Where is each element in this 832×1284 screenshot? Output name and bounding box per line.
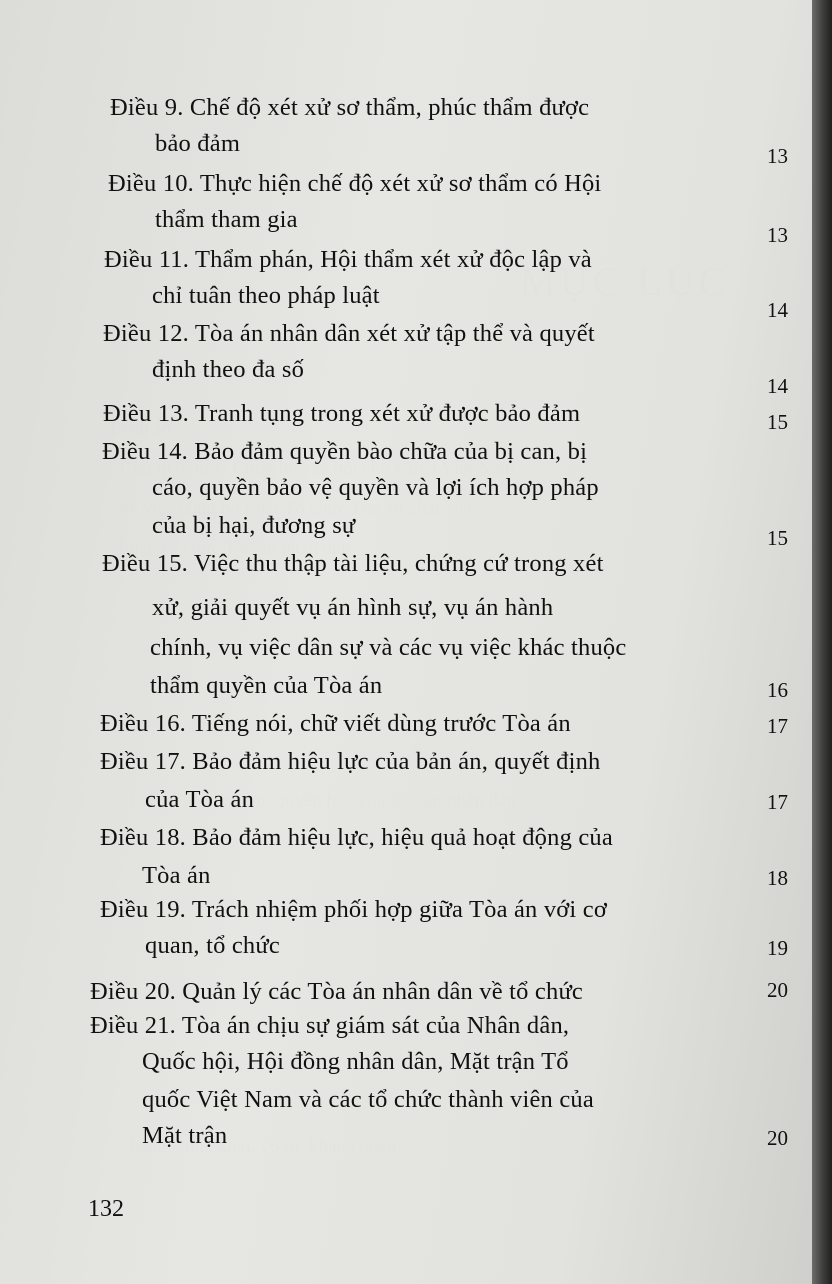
- toc-entry-text: thẩm quyền của Tòa án: [150, 672, 383, 699]
- toc-page-ref: 18: [767, 866, 788, 890]
- toc-page-ref: 17: [767, 714, 788, 738]
- toc-entry-text: Điều 14. Bảo đảm quyền bào chữa của bị can, bị: [102, 438, 588, 465]
- toc-page-ref: 15: [767, 526, 788, 550]
- toc-entry-text: Tòa án: [142, 862, 211, 889]
- toc-entry-text: cáo, quyền bảo vệ quyền và lợi ích hợp pháp: [152, 474, 599, 501]
- toc-entry-text: chính, vụ việc dân sự và các vụ việc khác thuộc: [150, 634, 627, 661]
- toc-entry-text: Điều 18. Bảo đảm hiệu lực, hiệu quả hoạt động của: [100, 824, 613, 851]
- toc-page-ref: 17: [767, 790, 788, 814]
- toc-entry-text: của Tòa án: [145, 786, 255, 813]
- toc-page-ref: 14: [767, 374, 788, 398]
- toc-entry-text: Điều 11. Thẩm phán, Hội thẩm xét xử độc lập và: [104, 246, 592, 273]
- toc-entry-text: Điều 12. Tòa án nhân dân xét xử tập thể và quyết: [103, 320, 595, 347]
- toc-page-ref: 20: [767, 978, 788, 1002]
- toc-entry-text: định theo đa số: [152, 356, 305, 383]
- toc-entry-text: của bị hại, đương sự: [152, 512, 356, 539]
- toc-page-ref: 13: [767, 223, 788, 247]
- toc-entry-text: Điều 19. Trách nhiệm phối hợp giữa Tòa án với cơ: [100, 896, 607, 923]
- toc-entry-text: chỉ tuân theo pháp luật: [152, 282, 380, 309]
- toc-entry-text: Điều 17. Bảo đảm hiệu lực của bản án, quyết định: [100, 748, 601, 775]
- toc-entry-text: xử, giải quyết vụ án hình sự, vụ án hành: [152, 594, 554, 621]
- toc-entry-text: Điều 20. Quản lý các Tòa án nhân dân về tổ chức: [90, 978, 583, 1005]
- toc-entry-text: quan, tổ chức: [145, 932, 280, 959]
- toc-entry-text: Điều 16. Tiếng nói, chữ viết dùng trước Tòa án: [100, 710, 571, 737]
- toc-page-ref: 14: [767, 298, 788, 322]
- toc-page-ref: 19: [767, 936, 788, 960]
- toc-entry-text: bảo đảm: [155, 130, 241, 157]
- toc-page-ref: 20: [767, 1126, 788, 1150]
- toc-page-ref: 13: [767, 144, 788, 168]
- toc-entry-text: Điều 9. Chế độ xét xử sơ thẩm, phúc thẩm được: [110, 94, 590, 121]
- toc-entry-text: Điều 13. Tranh tụng trong xét xử được bảo đảm: [103, 400, 581, 427]
- toc-entry-text: thẩm tham gia: [155, 206, 298, 233]
- toc-page-ref: 16: [767, 678, 788, 702]
- book-edge: [812, 0, 832, 1284]
- toc-page-ref: 15: [767, 410, 788, 434]
- toc-entry-text: Điều 21. Tòa án chịu sự giám sát của Nhân dân,: [90, 1012, 570, 1039]
- toc-entry-text: Quốc hội, Hội đồng nhân dân, Mặt trận Tổ: [142, 1048, 569, 1075]
- toc-entry-text: quốc Việt Nam và các tổ chức thành viên của: [142, 1086, 594, 1113]
- toc-entry-text: Mặt trận: [142, 1122, 228, 1149]
- toc-entry-text: Điều 15. Việc thu thập tài liệu, chứng cứ trong xét: [102, 550, 604, 577]
- toc-entry-text: Điều 10. Thực hiện chế độ xét xử sơ thẩm có Hội: [108, 170, 602, 197]
- page-number: 132: [88, 1196, 124, 1222]
